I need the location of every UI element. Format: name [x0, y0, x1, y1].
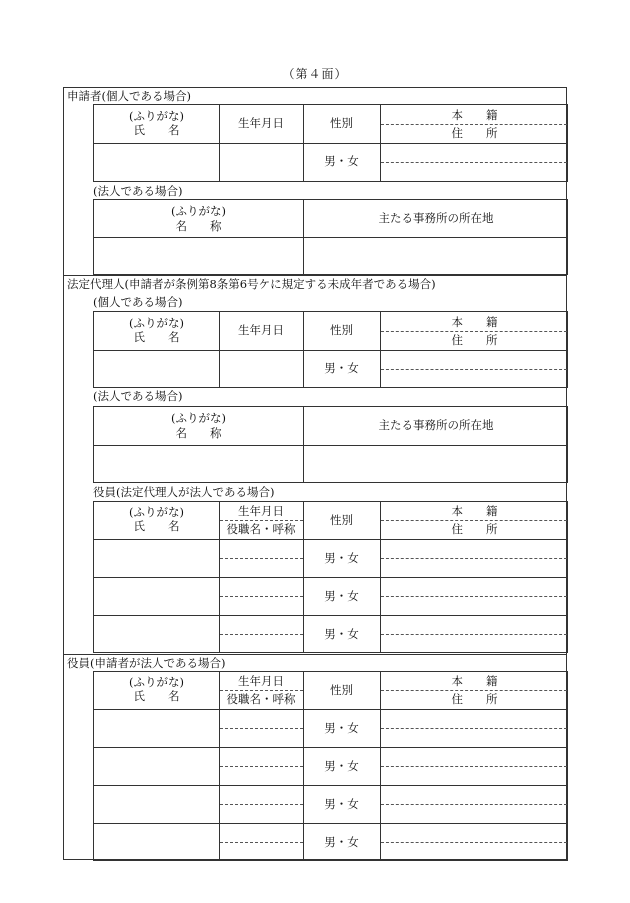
- gender-label: 性別: [330, 683, 353, 697]
- birthdate-label: 生年月日: [238, 323, 284, 337]
- office-location-label: 主たる事務所の所在地: [378, 211, 494, 225]
- legal-rep-individual-title: (個人である場合): [93, 295, 183, 309]
- gender-option: 男・女: [324, 835, 359, 849]
- name-label: 氏 名: [133, 123, 180, 137]
- honseki-label: 本 籍: [451, 315, 498, 329]
- position-label: 役職名・呼称: [226, 692, 296, 706]
- office-location-label: 主たる事務所の所在地: [378, 418, 494, 432]
- name-label: 氏 名: [133, 330, 180, 344]
- name-label: 氏 名: [133, 689, 180, 703]
- applicant-officers-table: [93, 671, 568, 861]
- gender-option: 男・女: [324, 361, 359, 375]
- legal-rep-corporate-table: [93, 406, 568, 483]
- furigana-label: (ふりがな): [129, 675, 184, 689]
- gender-label: 性別: [330, 323, 353, 337]
- furigana-label: (ふりがな): [171, 411, 226, 425]
- gender-label: 性別: [330, 513, 353, 527]
- gender-option: 男・女: [324, 551, 359, 565]
- address-label: 住 所: [451, 126, 498, 140]
- furigana-label: (ふりがな): [129, 316, 184, 330]
- furigana-label: (ふりがな): [129, 109, 184, 123]
- legal-rep-title: 法定代理人(申請者が条例第8条第6号ケに規定する未成年者である場合): [67, 277, 436, 291]
- birthdate-label: 生年月日: [238, 504, 284, 518]
- gender-label: 性別: [330, 116, 353, 130]
- birthdate-label: 生年月日: [238, 674, 284, 688]
- gender-option: 男・女: [324, 154, 359, 168]
- applicant-corporate-title: (法人である場合): [93, 184, 183, 198]
- applicant-individual-table: [93, 104, 568, 182]
- address-label: 住 所: [451, 692, 498, 706]
- honseki-label: 本 籍: [451, 504, 498, 518]
- legal-rep-officers-title: 役員(法定代理人が法人である場合): [93, 485, 275, 499]
- furigana-label: (ふりがな): [129, 505, 184, 519]
- corp-name-label: 名 称: [175, 219, 222, 233]
- address-label: 住 所: [451, 522, 498, 536]
- honseki-label: 本 籍: [451, 674, 498, 688]
- gender-option: 男・女: [324, 589, 359, 603]
- legal-rep-officers-table: [93, 501, 568, 653]
- honseki-label: 本 籍: [451, 108, 498, 122]
- legal-rep-corporate-title: (法人である場合): [93, 389, 183, 403]
- name-label: 氏 名: [133, 519, 180, 533]
- gender-option: 男・女: [324, 627, 359, 641]
- gender-option: 男・女: [324, 797, 359, 811]
- applicant-individual-title: 申請者(個人である場合): [67, 89, 191, 103]
- birthdate-label: 生年月日: [238, 116, 284, 130]
- corp-name-label: 名 称: [175, 426, 222, 440]
- legal-rep-individual-table: [93, 311, 568, 388]
- address-label: 住 所: [451, 333, 498, 347]
- gender-option: 男・女: [324, 759, 359, 773]
- page-title: （第４面）: [282, 67, 348, 81]
- applicant-corporate-table: [93, 199, 568, 275]
- applicant-officers-title: 役員(申請者が法人である場合): [67, 656, 226, 670]
- gender-option: 男・女: [324, 721, 359, 735]
- furigana-label: (ふりがな): [171, 204, 226, 218]
- form-page-4: [63, 87, 567, 860]
- position-label: 役職名・呼称: [226, 522, 296, 536]
